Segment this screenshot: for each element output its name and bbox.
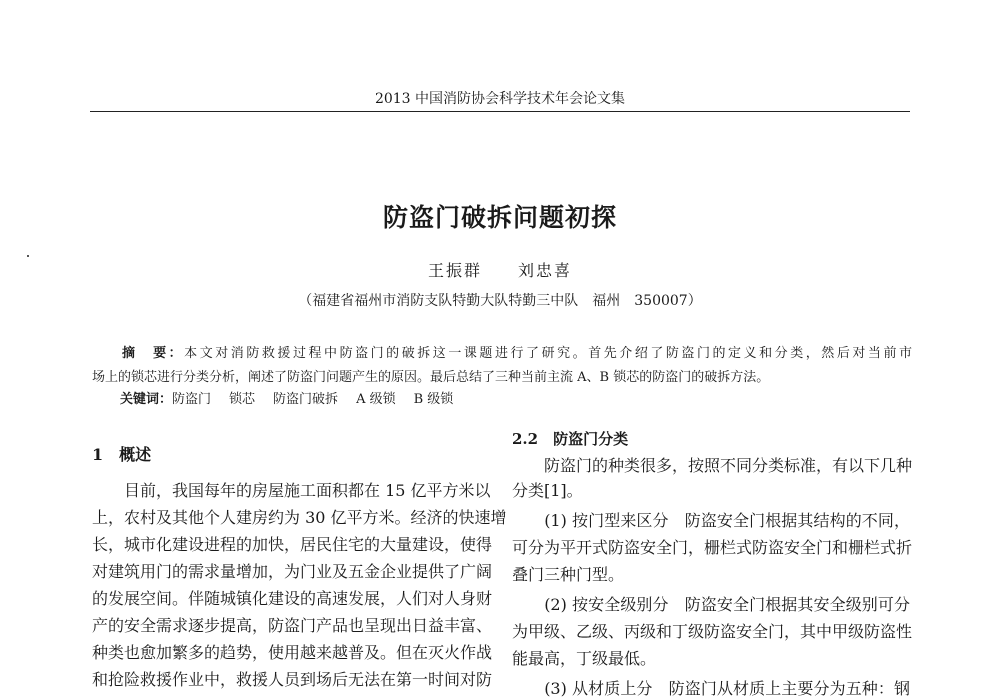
keywords xyxy=(120,388,471,407)
body-line: 种类也愈加繁多的趋势，使用越来越普及。但在灭火作战 xyxy=(92,643,493,662)
author: 刘忠喜 xyxy=(518,261,573,280)
body-line: 产的安全需求逐步提高，防盗门产品也呈现出日益丰富、 xyxy=(92,616,493,635)
paper-title: 防盗门破拆问题初探 xyxy=(382,203,617,232)
body-line: 上，农村及其他个人建房约为 30 亿平方米。经济的快速增 xyxy=(92,508,507,527)
body-line: 对建筑用门的需求量增加，为门业及五金企业提供了广阔 xyxy=(92,562,493,581)
running-header: 2013 中国消防协会科学技术年会论文集 xyxy=(374,91,626,107)
affiliation: （福建省福州市消防支队特勤大队特勤三中队 福州 350007） xyxy=(298,293,702,309)
scan-speck xyxy=(27,255,29,257)
abstract-line: 摘 要：本文对消防救援过程中防盗门的破拆这一课题进行了研究。首先介绍了防盗门的定义和分类，然后对当前市 xyxy=(122,346,912,361)
body-line: 长，城市化建设进程的加快，居民住宅的大量建设，使得 xyxy=(92,535,493,554)
keyword: 防盗门破拆 xyxy=(273,392,339,407)
body-line: 为甲级、乙级、丙级和丁级防盗安全门，其中甲级防盗性 xyxy=(512,622,913,641)
body-line: (2) 按安全级别分 防盗安全门根据其安全级别可分 xyxy=(512,595,910,614)
body-line: (1) 按门型来区分 防盗安全门根据其结构的不同， xyxy=(512,511,910,530)
keywords-label: 关键词： xyxy=(120,392,173,407)
body-line: 分类[1]。 xyxy=(512,481,583,500)
abstract-line: 场上的锁芯进行分类分析，阐述了防盗门问题产生的原因。最后总结了三种当前主流 A、B 锁芯的防盗门的破拆方法。 xyxy=(92,370,770,385)
body-line: 的发展空间。伴随城镇化建设的高速发展，人们对人身财 xyxy=(92,589,493,608)
section-heading: 2.2 防盗门分类 xyxy=(512,430,629,448)
keyword: 防盗门 xyxy=(172,392,212,407)
keyword: B 级锁 xyxy=(413,392,454,407)
body-line: 和抢险救援作业中，救援人员到场后无法在第一时间对防 xyxy=(92,670,493,689)
body-line: 目前，我国每年的房屋施工面积都在 15 亿平方米以 xyxy=(92,481,491,500)
section-heading: 1 概述 xyxy=(92,445,152,464)
body-line: 可分为平开式防盗安全门，栅栏式防盗安全门和栅栏式折 xyxy=(512,538,913,557)
body-line: 叠门三种门型。 xyxy=(512,565,625,584)
keyword: A 级锁 xyxy=(356,392,396,407)
keyword: 锁芯 xyxy=(229,392,256,407)
body-line: (3) 从材质上分 防盗门从材质上主要分为五种：钢 xyxy=(512,679,910,698)
header-rule xyxy=(90,111,910,112)
author: 王振群 xyxy=(427,261,482,280)
body-line: 能最高，丁级最低。 xyxy=(512,649,657,668)
abstract-label: 摘 要： xyxy=(122,346,185,361)
authors xyxy=(0,258,1000,281)
body-line: 防盗门的种类很多，按照不同分类标准，有以下几种 xyxy=(512,456,913,475)
